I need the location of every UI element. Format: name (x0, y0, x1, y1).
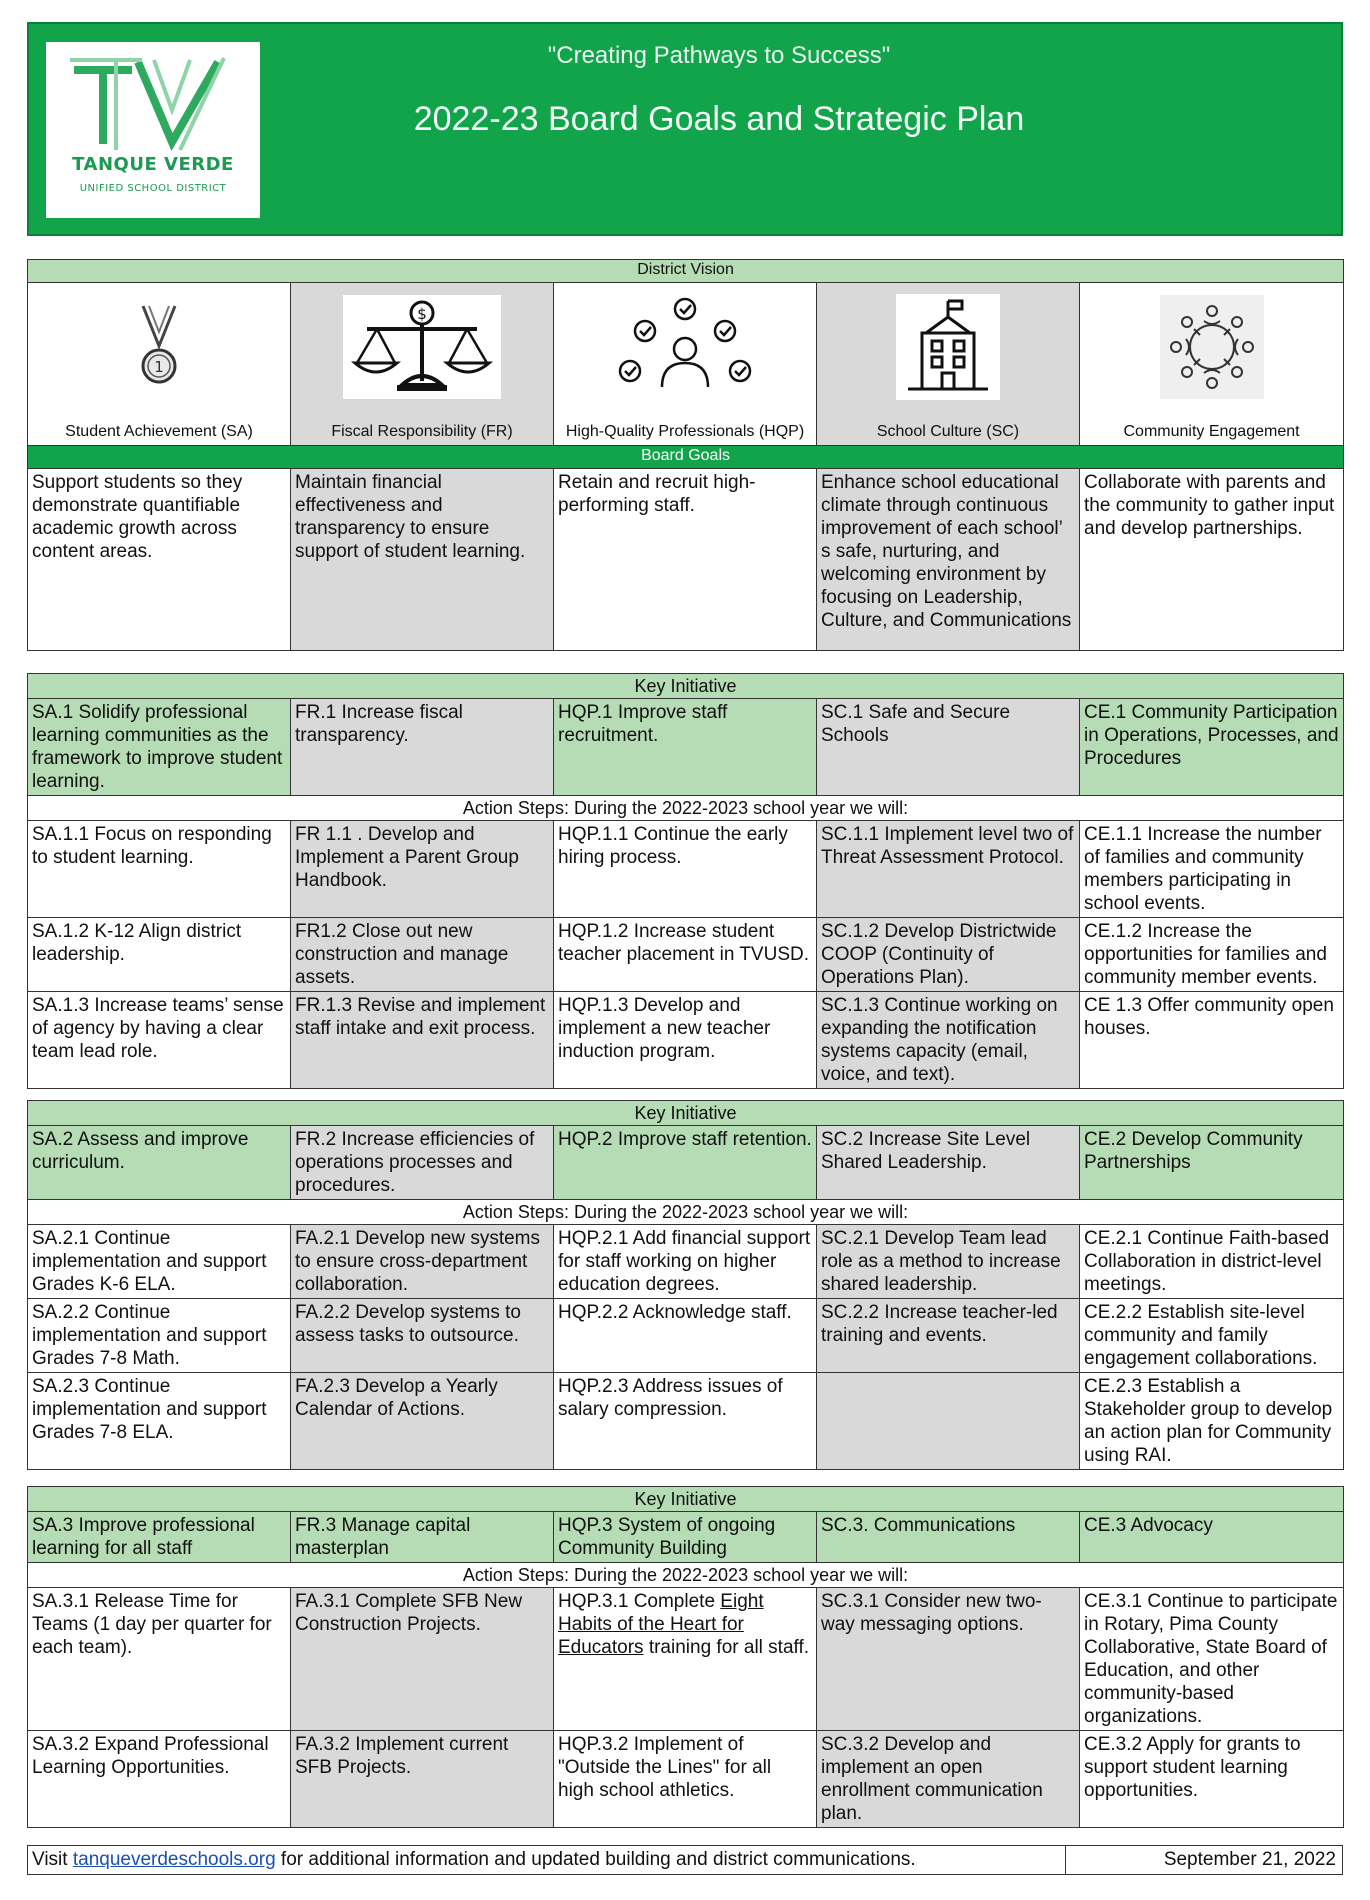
key-initiative-header: Key Initiative (28, 674, 1344, 699)
pillar-label: Fiscal Responsibility (FR) (331, 423, 513, 440)
pillar-label: School Culture (SC) (876, 423, 1020, 440)
step-cell: SC.2.1 Develop Team lead role as a method to increase shared leadership. (817, 1225, 1080, 1299)
step-cell: SA.2.1 Continue implementation and support Grades K-6 ELA. (28, 1225, 291, 1299)
tagline: "Creating Pathways to Success" (547, 42, 891, 69)
step-cell: CE.2.3 Establish a Stakeholder group to develop an action plan for Community using RAI. (1080, 1373, 1344, 1470)
board-goal-hqp: Retain and recruit high-performing staff. (554, 469, 817, 651)
vision-header: District Vision (28, 260, 1344, 283)
step-cell: CE.3.2 Apply for grants to support student learning opportunities. (1080, 1731, 1344, 1828)
pillar-label: High-Quality Professionals (HQP) (565, 423, 805, 440)
step-cell: HQP.2.3 Address issues of salary compression. (554, 1373, 817, 1470)
step-cell: CE.2.1 Continue Faith-based Collaboration in district-level meetings. (1080, 1225, 1344, 1299)
board-goal-sa: Support students so they demonstrate quantifiable academic growth across content areas. (28, 469, 291, 651)
step-cell: SA.2.2 Continue implementation and support Grades 7-8 Math. (28, 1299, 291, 1373)
step-cell: SC.3.1 Consider new two-way messaging options. (817, 1588, 1080, 1731)
pillar-fr (291, 283, 554, 446)
tv-logo-icon (68, 56, 238, 152)
step-cell: CE.1.2 Increase the opportunities for families and community member events. (1080, 918, 1344, 992)
initiative-sc2: SC.2 Increase Site Level Shared Leadership. (817, 1126, 1080, 1200)
step-cell: HQP.2.2 Acknowledge staff. (554, 1299, 817, 1373)
pillar-ce (1080, 283, 1344, 446)
action-steps-header: Action Steps: During the 2022-2023 school year we will: (28, 1200, 1344, 1225)
step-cell: FA.2.3 Develop a Yearly Calendar of Actions. (291, 1373, 554, 1470)
step-cell (817, 1373, 1080, 1470)
footer-text: Visit (32, 1849, 73, 1870)
step-cell: FA.2.2 Develop systems to assess tasks to outsource. (291, 1299, 554, 1373)
initiative-ce1: CE.1 Community Participation in Operations, Processes, and Procedures (1080, 699, 1344, 796)
step-cell-hqp-3-1 (554, 1588, 817, 1731)
step-cell: FR.1.3 Revise and implement staff intake and exit process. (291, 992, 554, 1089)
pillar-sa (28, 283, 291, 446)
logo-initials: TV (153, 116, 155, 117)
logo-name: TANQUE VERDE (72, 154, 234, 175)
footer-text: for additional information and updated building and district communications. (275, 1849, 916, 1870)
action-steps-header: Action Steps: During the 2022-2023 school year we will: (28, 796, 1344, 821)
step-cell: FA.3.2 Implement current SFB Projects. (291, 1731, 554, 1828)
initiative-sa1: SA.1 Solidify professional learning communities as the framework to improve student learning. (28, 699, 291, 796)
initiative-table-2 (27, 1100, 1344, 1470)
step-cell: SC.2.2 Increase teacher-led training and events. (817, 1299, 1080, 1373)
initiative-sa3: SA.3 Improve professional learning for all staff (28, 1512, 291, 1563)
website-link[interactable]: tanqueverdeschools.org (72, 1849, 276, 1870)
action-steps-header: Action Steps: During the 2022-2023 school year we will: (28, 1563, 1344, 1588)
step-cell: HQP.1.3 Develop and implement a new teacher induction program. (554, 992, 817, 1089)
step-cell: SA.3.2 Expand Professional Learning Opportunities. (28, 1731, 291, 1828)
initiative-sc1: SC.1 Safe and Secure Schools (817, 699, 1080, 796)
logo-subtitle: UNIFIED SCHOOL DISTRICT (79, 183, 227, 194)
initiative-sc3: SC.3. Communications (817, 1512, 1080, 1563)
professional-checks-icon (600, 297, 770, 397)
initiative-fr3: FR.3 Manage capital masterplan (291, 1512, 554, 1563)
scales-icon (347, 297, 497, 397)
footer-info (28, 1846, 1066, 1874)
footer (27, 1845, 1343, 1875)
step-cell: SA.1.3 Increase teams’ sense of agency by having a clear team lead role. (28, 992, 291, 1089)
initiative-fr2: FR.2 Increase efficiencies of operations processes and procedures. (291, 1126, 554, 1200)
initiative-ce2: CE.2 Develop Community Partnerships (1080, 1126, 1344, 1200)
pillar-hqp (554, 283, 817, 446)
board-goal-ce: Collaborate with parents and the community to gather input and develop partnerships. (1080, 469, 1344, 651)
svg-text:$: $ (417, 305, 427, 323)
step-cell: HQP.2.1 Add financial support for staff working on higher education degrees. (554, 1225, 817, 1299)
board-goal-sc: Enhance school educational climate through continuous improvement of each school’ s safe, nurturing, and welcoming environment by focusing on Leadership, Culture, and Communications (817, 469, 1080, 651)
key-initiative-header: Key Initiative (28, 1487, 1344, 1512)
initiative-hqp1: HQP.1 Improve staff recruitment. (554, 699, 817, 796)
initiative-hqp3: HQP.3 System of ongoing Community Building (554, 1512, 817, 1563)
step-cell: FR1.2 Close out new construction and manage assets. (291, 918, 554, 992)
initiative-table-1 (27, 673, 1344, 1089)
district-logo (46, 42, 260, 218)
step-cell: FA.3.1 Complete SFB New Construction Projects. (291, 1588, 554, 1731)
step-cell: SC.1.1 Implement level two of Threat Assessment Protocol. (817, 821, 1080, 918)
pillar-label: Student Achievement (SA) (65, 423, 253, 440)
community-circle-icon (1164, 299, 1260, 395)
initiative-table-3 (27, 1486, 1344, 1828)
svg-text:1: 1 (154, 358, 164, 376)
medal-icon (129, 302, 189, 392)
header-banner (27, 22, 1343, 236)
pillar-label: Community Engagement (1123, 423, 1300, 440)
step-cell: HQP.3.2 Implement of "Outside the Lines" for all high school athletics. (554, 1731, 817, 1828)
initiative-fr1: FR.1 Increase fiscal transparency. (291, 699, 554, 796)
vision-table (27, 259, 1344, 651)
board-goal-fr: Maintain financial effectiveness and transparency to ensure support of student learning. (291, 469, 554, 651)
step-cell: CE.1.1 Increase the number of families and community members participating in school events. (1080, 821, 1344, 918)
school-building-icon (900, 297, 996, 397)
initiative-hqp2: HQP.2 Improve staff retention. (554, 1126, 817, 1200)
pillar-sc (817, 283, 1080, 446)
step-cell: SA.1.2 K-12 Align district leadership. (28, 918, 291, 992)
eight-habits-link[interactable]: Eight Habits of the Heart for Educators (558, 1591, 764, 1658)
step-cell: SA.2.3 Continue implementation and support Grades 7-8 ELA. (28, 1373, 291, 1470)
step-cell: SA.3.1 Release Time for Teams (1 day per quarter for each team). (28, 1588, 291, 1731)
step-text: training for all staff. (643, 1637, 809, 1658)
step-cell: FR 1.1 . Develop and Implement a Parent Group Handbook. (291, 821, 554, 918)
step-cell: FA.2.1 Develop new systems to ensure cross-department collaboration. (291, 1225, 554, 1299)
step-cell: SC.1.3 Continue working on expanding the notification systems capacity (email, voice, and text). (817, 992, 1080, 1089)
step-cell: CE.2.2 Establish site-level community and family engagement collaborations. (1080, 1299, 1344, 1373)
step-text: HQP.3.1 Complete (558, 1591, 721, 1612)
step-cell: SC.3.2 Develop and implement an open enrollment communication plan. (817, 1731, 1080, 1828)
step-cell: CE 1.3 Offer community open houses. (1080, 992, 1344, 1089)
step-cell: SC.1.2 Develop Districtwide COOP (Continuity of Operations Plan). (817, 918, 1080, 992)
initiative-ce3: CE.3 Advocacy (1080, 1512, 1344, 1563)
step-cell: HQP.1.1 Continue the early hiring process. (554, 821, 817, 918)
step-cell: HQP.1.2 Increase student teacher placement in TVUSD. (554, 918, 817, 992)
initiative-sa2: SA.2 Assess and improve curriculum. (28, 1126, 291, 1200)
footer-date: September 21, 2022 (1163, 1849, 1336, 1870)
key-initiative-header: Key Initiative (28, 1101, 1344, 1126)
board-goals-header: Board Goals (28, 446, 1344, 469)
step-cell: SA.1.1 Focus on responding to student learning. (28, 821, 291, 918)
step-cell: CE.3.1 Continue to participate in Rotary, Pima County Collaborative, State Board of Education, and other community-based organizations. (1080, 1588, 1344, 1731)
page-title: 2022-23 Board Goals and Strategic Plan (413, 100, 1025, 138)
